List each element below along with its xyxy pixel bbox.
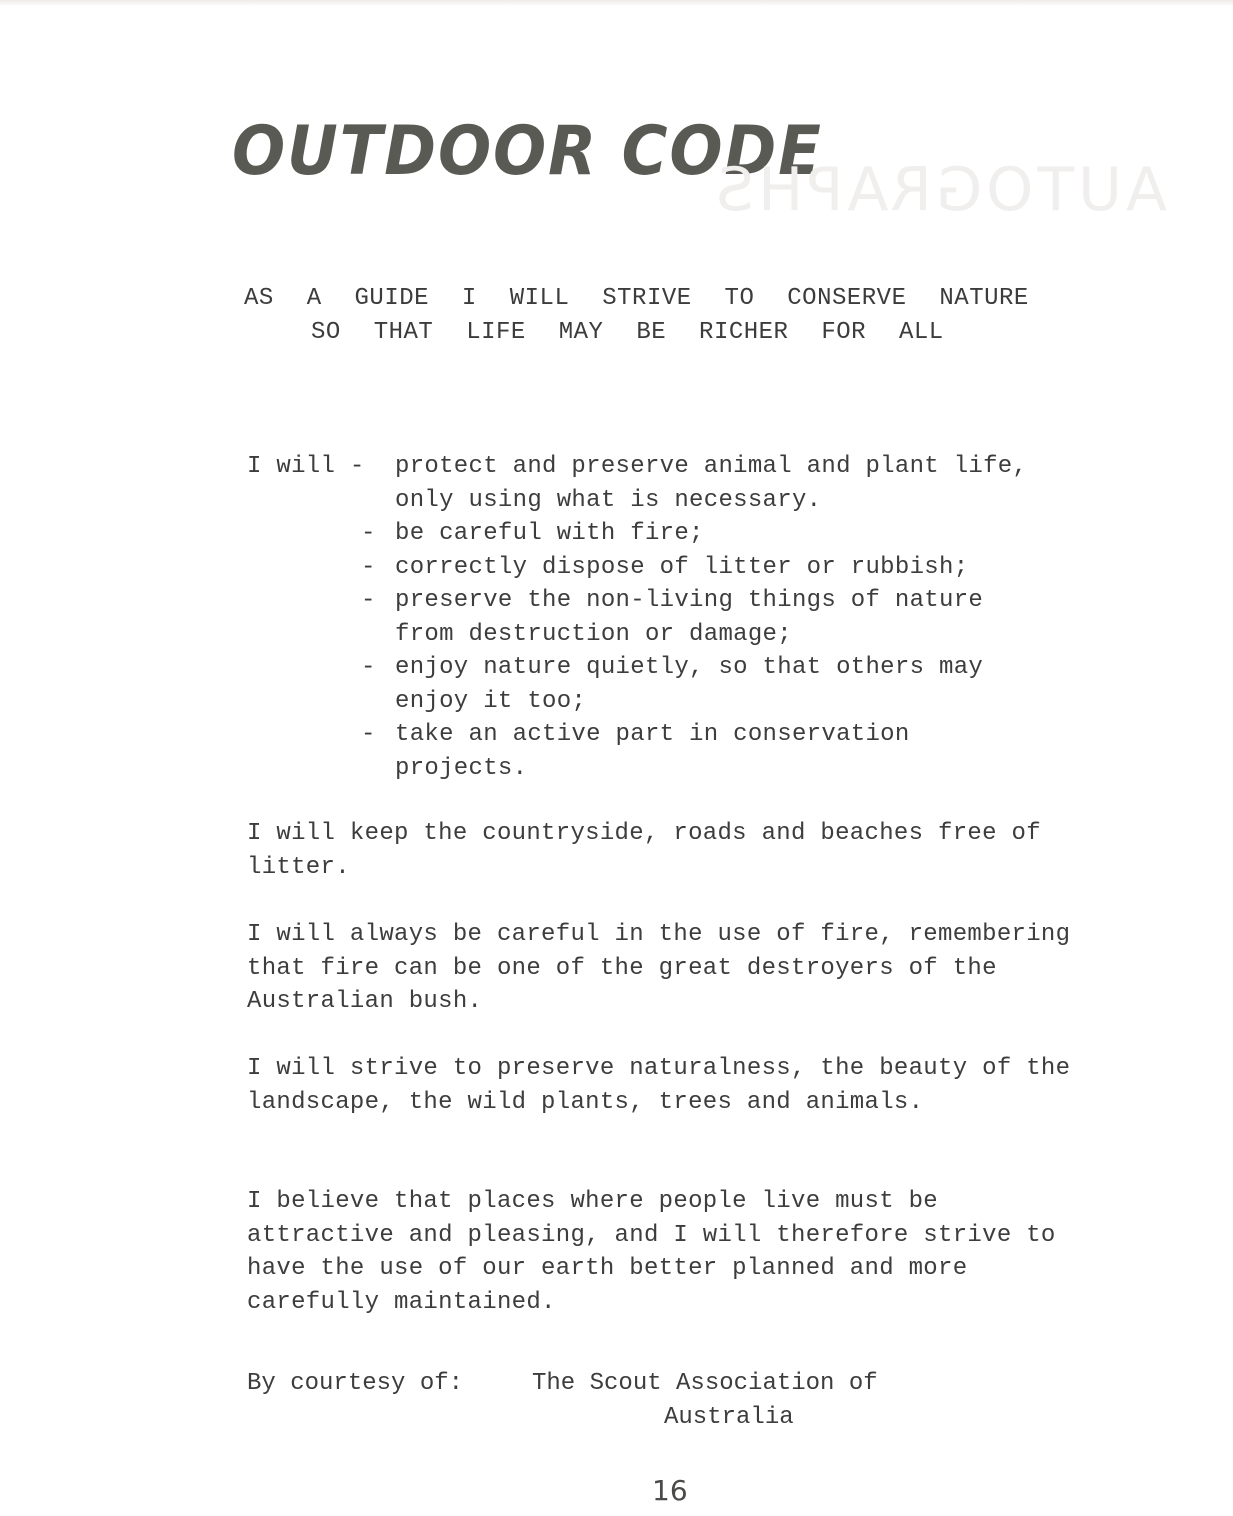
motto-line-2: SO THAT LIFE MAY BE RICHER FOR ALL [311, 319, 944, 346]
pledge-list [361, 450, 1055, 785]
courtesy-credit [247, 1367, 878, 1434]
page-number: 16 [652, 1474, 688, 1507]
bleed-through-stamp: AUTOGRAPHS [712, 155, 1168, 225]
paragraph-places: I believe that places where people live must be attractive and pleasing, and I will therefore strive to have the use of our earth better planned and more carefully maintained. [247, 1188, 1056, 1316]
list-item: - take an active part in conservation projects. [361, 721, 910, 782]
list-item: protect and preserve animal and plant life, only using what is necessary. [395, 453, 1028, 514]
pledge-lead: I will - [247, 453, 365, 480]
pledge-list-block [247, 450, 1055, 785]
paragraph-litter: I will keep the countryside, roads and beaches free of litter. [247, 820, 1041, 881]
courtesy-label: By courtesy of: [247, 1370, 464, 1397]
list-item: - preserve the non-living things of nature from destruction or damage; [361, 587, 984, 648]
list-item: - be careful with fire; [361, 520, 704, 547]
motto-line-1: AS A GUIDE I WILL STRIVE TO CONSERVE NATURE [244, 285, 1029, 312]
page-title: OUTDOOR CODE [232, 112, 823, 191]
courtesy-org-line-1: The Scout Association of [532, 1370, 878, 1397]
list-item: - correctly dispose of litter or rubbish; [361, 553, 969, 581]
courtesy-org-line-2: Australia [664, 1403, 794, 1431]
paragraph-naturalness: I will strive to preserve naturalness, the beauty of the landscape, the wild plants, trees and animals. [247, 1055, 1071, 1116]
list-item: - enjoy nature quietly, so that others may enjoy it too; [361, 654, 984, 715]
courtesy-organisation [532, 1367, 878, 1434]
page-top-edge [0, 0, 1233, 6]
paragraph-fire: I will always be careful in the use of fire, remembering that fire can be one of the great destroyers of the Australian bush. [247, 921, 1071, 1015]
guide-motto [244, 282, 1029, 350]
